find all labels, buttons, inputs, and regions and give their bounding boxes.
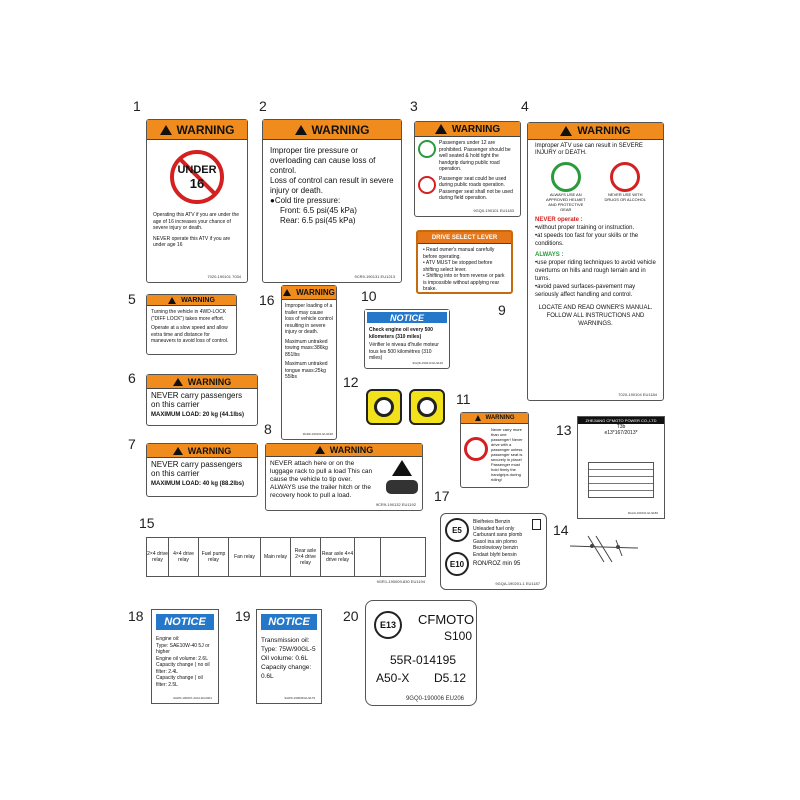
wiring-harness-sketch — [568, 530, 640, 570]
e10-circle: E10 — [445, 552, 469, 576]
label-20-type-approval-plate: E13 CFMOTO S100 55R-014195 A50-X D5.12 9GQ0-190006 EU206 — [365, 600, 477, 706]
max-load-value: MAXIMUM LOAD: 20 kg (44.1lbs) — [151, 412, 245, 418]
passenger-prohibited-icon — [418, 176, 436, 194]
notice-header: NOTICE — [365, 310, 449, 325]
label-18-engine-oil-notice: NOTICE Engine oil: Type: SAE10W-40 5J or higher Engine oil volume: 2.6L Capacity change ( no oil filter: 2.4L Capacity change ( oil filter: 2.5L 9AW0-190007-2A10 EU2001 — [151, 609, 219, 704]
warning-triangle-icon — [168, 297, 176, 304]
relay-cell: Main relay — [261, 538, 291, 576]
label-number-14: 14 — [553, 522, 569, 538]
no-drugs-alcohol-icon — [610, 162, 640, 192]
label-number-17: 17 — [434, 488, 450, 504]
label-2-rear-pressure: Rear: 6.5 psi(45 kPa) — [280, 216, 356, 225]
label-5-4wd-lock-warning: WARNING Turning the vehicle in 4WD-LOCK ("DIFF LOCK") takes more effort. Operate at a slow speed and allow extra time and distance for maneuvers to avoid loss of control. — [146, 294, 237, 355]
label-9-drive-select-lever: DRIVE SELECT LEVER • Read owner's manual carefully before operating. • ATV MUST be stopped before shifting select lever. • Shifting into or from reverse or park is impossible without applying rear brake. — [416, 230, 513, 294]
max-load-value: MAXIMUM LOAD: 40 kg (88.2lbs) — [151, 481, 245, 487]
label-11-passenger-warning: WARNING Never carry more than one passenger! Never drive with a passenger unless passenger seat is securely in place! Passenger must hold firmly the handgrips during riding! — [460, 412, 529, 488]
relay-cell: Fuel pump relay — [199, 538, 229, 576]
warning-triangle-icon — [435, 124, 447, 134]
label-number-19: 19 — [235, 608, 251, 624]
label-number-18: 18 — [128, 608, 144, 624]
helmet-approved-icon — [551, 162, 581, 192]
label-number-6: 6 — [128, 370, 136, 386]
label-number-15: 15 — [139, 515, 155, 531]
label-number-4: 4 — [521, 98, 529, 114]
label-number-7: 7 — [128, 436, 136, 452]
label-number-3: 3 — [410, 98, 418, 114]
warning-header: WARNING — [528, 123, 663, 140]
label-8-luggage-rack-warning: WARNING NEVER attach here or on the luggage rack to pull a load This can cause the vehicle to tip over. ALWAYS use the trailer hitch or the recovery hook to pull a load. 9CR9-190132 EU1192 — [265, 443, 423, 511]
warning-header: WARNING — [147, 120, 247, 140]
warning-triangle-icon — [173, 378, 183, 386]
label-1-text-never: NEVER operate this ATV if you are under age 16 — [153, 235, 231, 248]
warning-header: WARNING — [282, 286, 336, 300]
warning-header: WARNING — [147, 295, 236, 306]
fuel-pump-icon — [532, 519, 541, 530]
label-number-13: 13 — [556, 422, 572, 438]
label-7-carrier-40kg: WARNING NEVER carry passengers on this carrier MAXIMUM LOAD: 40 kg (88.2lbs) — [146, 443, 258, 497]
e13-mark-circle: E13 — [374, 611, 402, 639]
label-2-text: Improper tire pressure or overloading can cause loss of control. — [270, 146, 376, 175]
warning-triangle-icon — [173, 447, 183, 455]
prohibited-under-16-icon: UNDER 16 — [170, 150, 224, 204]
atv-tow-icon — [382, 457, 422, 503]
notice-header: NOTICE — [259, 612, 319, 632]
label-2-text: Loss of control can result in severe injury or death. — [270, 176, 394, 195]
label-number-11: 11 — [456, 391, 471, 407]
warning-header: WARNING — [263, 120, 401, 140]
ron-rating: RON/ROZ min 95 — [473, 561, 521, 567]
warning-header: WARNING — [147, 375, 257, 389]
label-1-under-16-warning: WARNING UNDER 16 Operating this ATV if you are under the age of 16 increases your chance of severe injury or death. NEVER operate this ATV if you are under age 16 7020-190101 7034 — [146, 119, 248, 283]
label-6-carrier-20kg: WARNING NEVER carry passengers on this carrier MAXIMUM LOAD: 20 kg (44.1lbs) — [146, 374, 258, 426]
label-number-2: 2 — [259, 98, 267, 114]
passenger-ok-icon — [418, 140, 436, 158]
warning-triangle-icon — [315, 446, 325, 454]
label-number-8: 8 — [264, 421, 272, 437]
label-2-tire-pressure-warning: WARNING Improper tire pressure or overloading can cause loss of control. Loss of control can result in severe injury or death. ●Cold tire pressure: Front: 6.5 psi(45 kPa) Rear: 6.5 psi(45 kPa) 9CR9-190131 EU1213 — [262, 119, 402, 283]
label-17-fuel-label: E5 E10 Bleifreies Benzin Unleaded fuel only Carburant sans plomb Gasol ina sin plomo Bezolowiowy benzin Endast blyfri bensin RON/ROZ min 95 9GQA-190201-1 EU1187 — [440, 513, 547, 590]
label-number-10: 10 — [361, 288, 377, 304]
relay-cell — [381, 538, 407, 576]
relay-cell — [355, 538, 381, 576]
warning-header: WARNING — [147, 444, 257, 458]
label-3-passenger-warning: WARNING Passengers under 12 are prohibited. Passenger should be well seated & hold tight the handgrip during public road operation. Passenger seat could be used during public roads operation. Passenger seat shall not be used during field operation. 9GQ0-190101 EU1183 — [414, 121, 521, 217]
label-number-9: 9 — [498, 302, 506, 318]
warning-triangle-icon — [283, 289, 291, 296]
label-4-atv-use-warning: WARNING Improper ATV use can result in SEVERE INJURY or DEATH. ALWAYS USE AN APPROVED HELMET AND PROTECTIVE GEAR NEVER USE WITH DRUGS OR ALCOHOL NEVER operate : •without proper training or instruction. •at speeds too fast for your skills or the conditions. ALWAYS : •use proper riding techniques to avoid vehicle overturns on hills and rough terrain and in turns. •avoid paved surfaces-pavement may seriously affect handling and control. LOCATE AND READ OWNER'S MANUAL. FOLLOW ALL INSTRUCTIONS AND WARNINGS. 7020-190104 EU1184 — [527, 122, 664, 401]
label-number-20: 20 — [343, 608, 359, 624]
yellow-nut-sticker — [366, 389, 402, 425]
label-15-relay-strip: 2×4 drive relay 4×4 drive relay Fuel pump relay Fan relay Main relay Rear axle 2×4 drive relay Rear axle 4×4 drive relay 9GR1-190009-830 EU1194 — [146, 533, 431, 588]
label-number-12: 12 — [343, 374, 359, 390]
notice-header: NOTICE — [154, 612, 216, 632]
relay-cell: 4×4 drive relay — [169, 538, 199, 576]
label-number-16: 16 — [259, 292, 275, 308]
label-19-transmission-oil-notice: NOTICE Transmission oil: Type: 75W/90GL-5 Oil volume: 0.6L Capacity change: 0.6L 9AW0-190008 EU1179 — [256, 609, 322, 704]
e5-circle: E5 — [445, 518, 469, 542]
label-2-text: ●Cold tire pressure: — [270, 196, 341, 205]
relay-cell: Rear axle 2×4 drive relay — [291, 538, 321, 576]
warning-header: WARNING — [415, 122, 520, 137]
drive-select-header: DRIVE SELECT LEVER — [418, 232, 511, 244]
relay-cell: Rear axle 4×4 drive relay — [321, 538, 355, 576]
label-13-manufacturer-plate: ZHEJIANG CFMOTO POWER CO.,LTD T3b e13*167/2013* 9GA0-190101 EU1186 — [577, 416, 665, 519]
label-1-text: Operating this ATV if you are under the age of 16 increases your chance of severe injury or death. — [153, 212, 240, 231]
label-number-1: 1 — [133, 98, 141, 114]
relay-cell: 2×4 drive relay — [147, 538, 169, 576]
label-number-5: 5 — [128, 291, 136, 307]
relay-cell: Fan relay — [229, 538, 261, 576]
no-extra-passenger-icon — [464, 437, 488, 461]
label-2-front-pressure: Front: 6.5 psi(45 kPa) — [280, 206, 357, 215]
plate-data-grid — [588, 462, 654, 498]
warning-triangle-icon — [475, 415, 481, 421]
warning-triangle-icon — [295, 125, 307, 135]
warning-header: WARNING — [266, 444, 422, 457]
warning-header: WARNING — [461, 413, 528, 424]
label-16-trailer-warning: WARNING Improper loading of a trailer may cause loss of vehicle control resulting in severe injury or death. Maximum untraked towing mass:386kg 851lbs Maximum untraked tongue mass:25kg 55lbs 9GR0-190101 EU1190 — [281, 285, 337, 440]
warning-triangle-icon — [160, 125, 172, 135]
warning-triangle-icon — [560, 126, 572, 136]
yellow-nut-sticker — [409, 389, 445, 425]
label-10-engine-oil-notice: NOTICE Check engine oil every 500 kilometers (310 miles) Vérifier le niveau d'huile moteur tous les 500 kilomètres (310 miles) 9GQ8-190413 EU1120 — [364, 309, 450, 369]
